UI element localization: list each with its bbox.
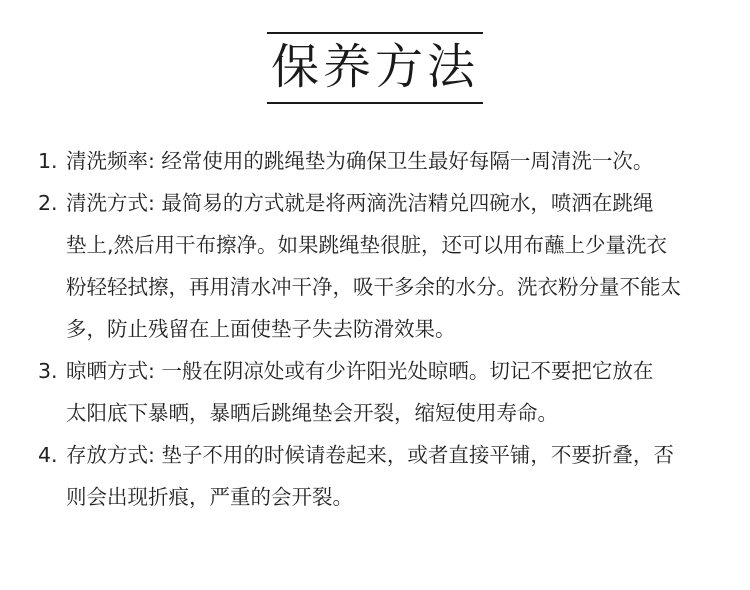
list-item-cleaning-frequency bbox=[38, 140, 718, 182]
item-line: 清洗频率: 经常使用的跳绳垫为确保卫生最好每隔一周清洗一次。 bbox=[66, 149, 654, 173]
list-item-storage-method bbox=[38, 434, 718, 518]
item-line: 太阳底下暴晒，暴晒后跳绳垫会开裂，缩短使用寿命。 bbox=[66, 401, 558, 425]
maintenance-list bbox=[38, 140, 718, 518]
item-number: 1. bbox=[38, 149, 58, 173]
page-title: 保养方法 bbox=[270, 39, 479, 95]
item-text bbox=[66, 434, 718, 518]
list-item-drying-method bbox=[38, 350, 718, 434]
list-item-cleaning-method bbox=[38, 182, 718, 350]
item-number: 3. bbox=[38, 359, 58, 383]
title-box bbox=[267, 32, 483, 104]
item-line: 清洗方式: 最简易的方式就是将两滴洗洁精兑四碗水，喷洒在跳绳 bbox=[66, 191, 654, 215]
item-text bbox=[66, 350, 718, 434]
item-line: 垫上,然后用干布擦净。如果跳绳垫很脏，还可以用布蘸上少量洗衣 bbox=[66, 233, 668, 257]
item-line: 则会出现折痕，严重的会开裂。 bbox=[66, 485, 353, 509]
item-line: 晾晒方式: 一般在阴凉处或有少许阳光处晾晒。切记不要把它放在 bbox=[66, 359, 654, 383]
item-number: 4. bbox=[38, 443, 58, 467]
item-text bbox=[66, 182, 718, 350]
item-text bbox=[66, 140, 718, 182]
title-top-rule bbox=[267, 32, 483, 34]
title-container bbox=[0, 32, 750, 104]
item-number: 2. bbox=[38, 191, 58, 215]
item-line: 多，防止残留在上面使垫子失去防滑效果。 bbox=[66, 317, 456, 341]
item-line: 粉轻轻拭擦，再用清水冲干净，吸干多余的水分。洗衣粉分量不能太 bbox=[66, 275, 681, 299]
item-line: 存放方式: 垫子不用的时候请卷起来，或者直接平铺，不要折叠，否 bbox=[66, 443, 674, 467]
title-bottom-rule bbox=[267, 102, 483, 104]
